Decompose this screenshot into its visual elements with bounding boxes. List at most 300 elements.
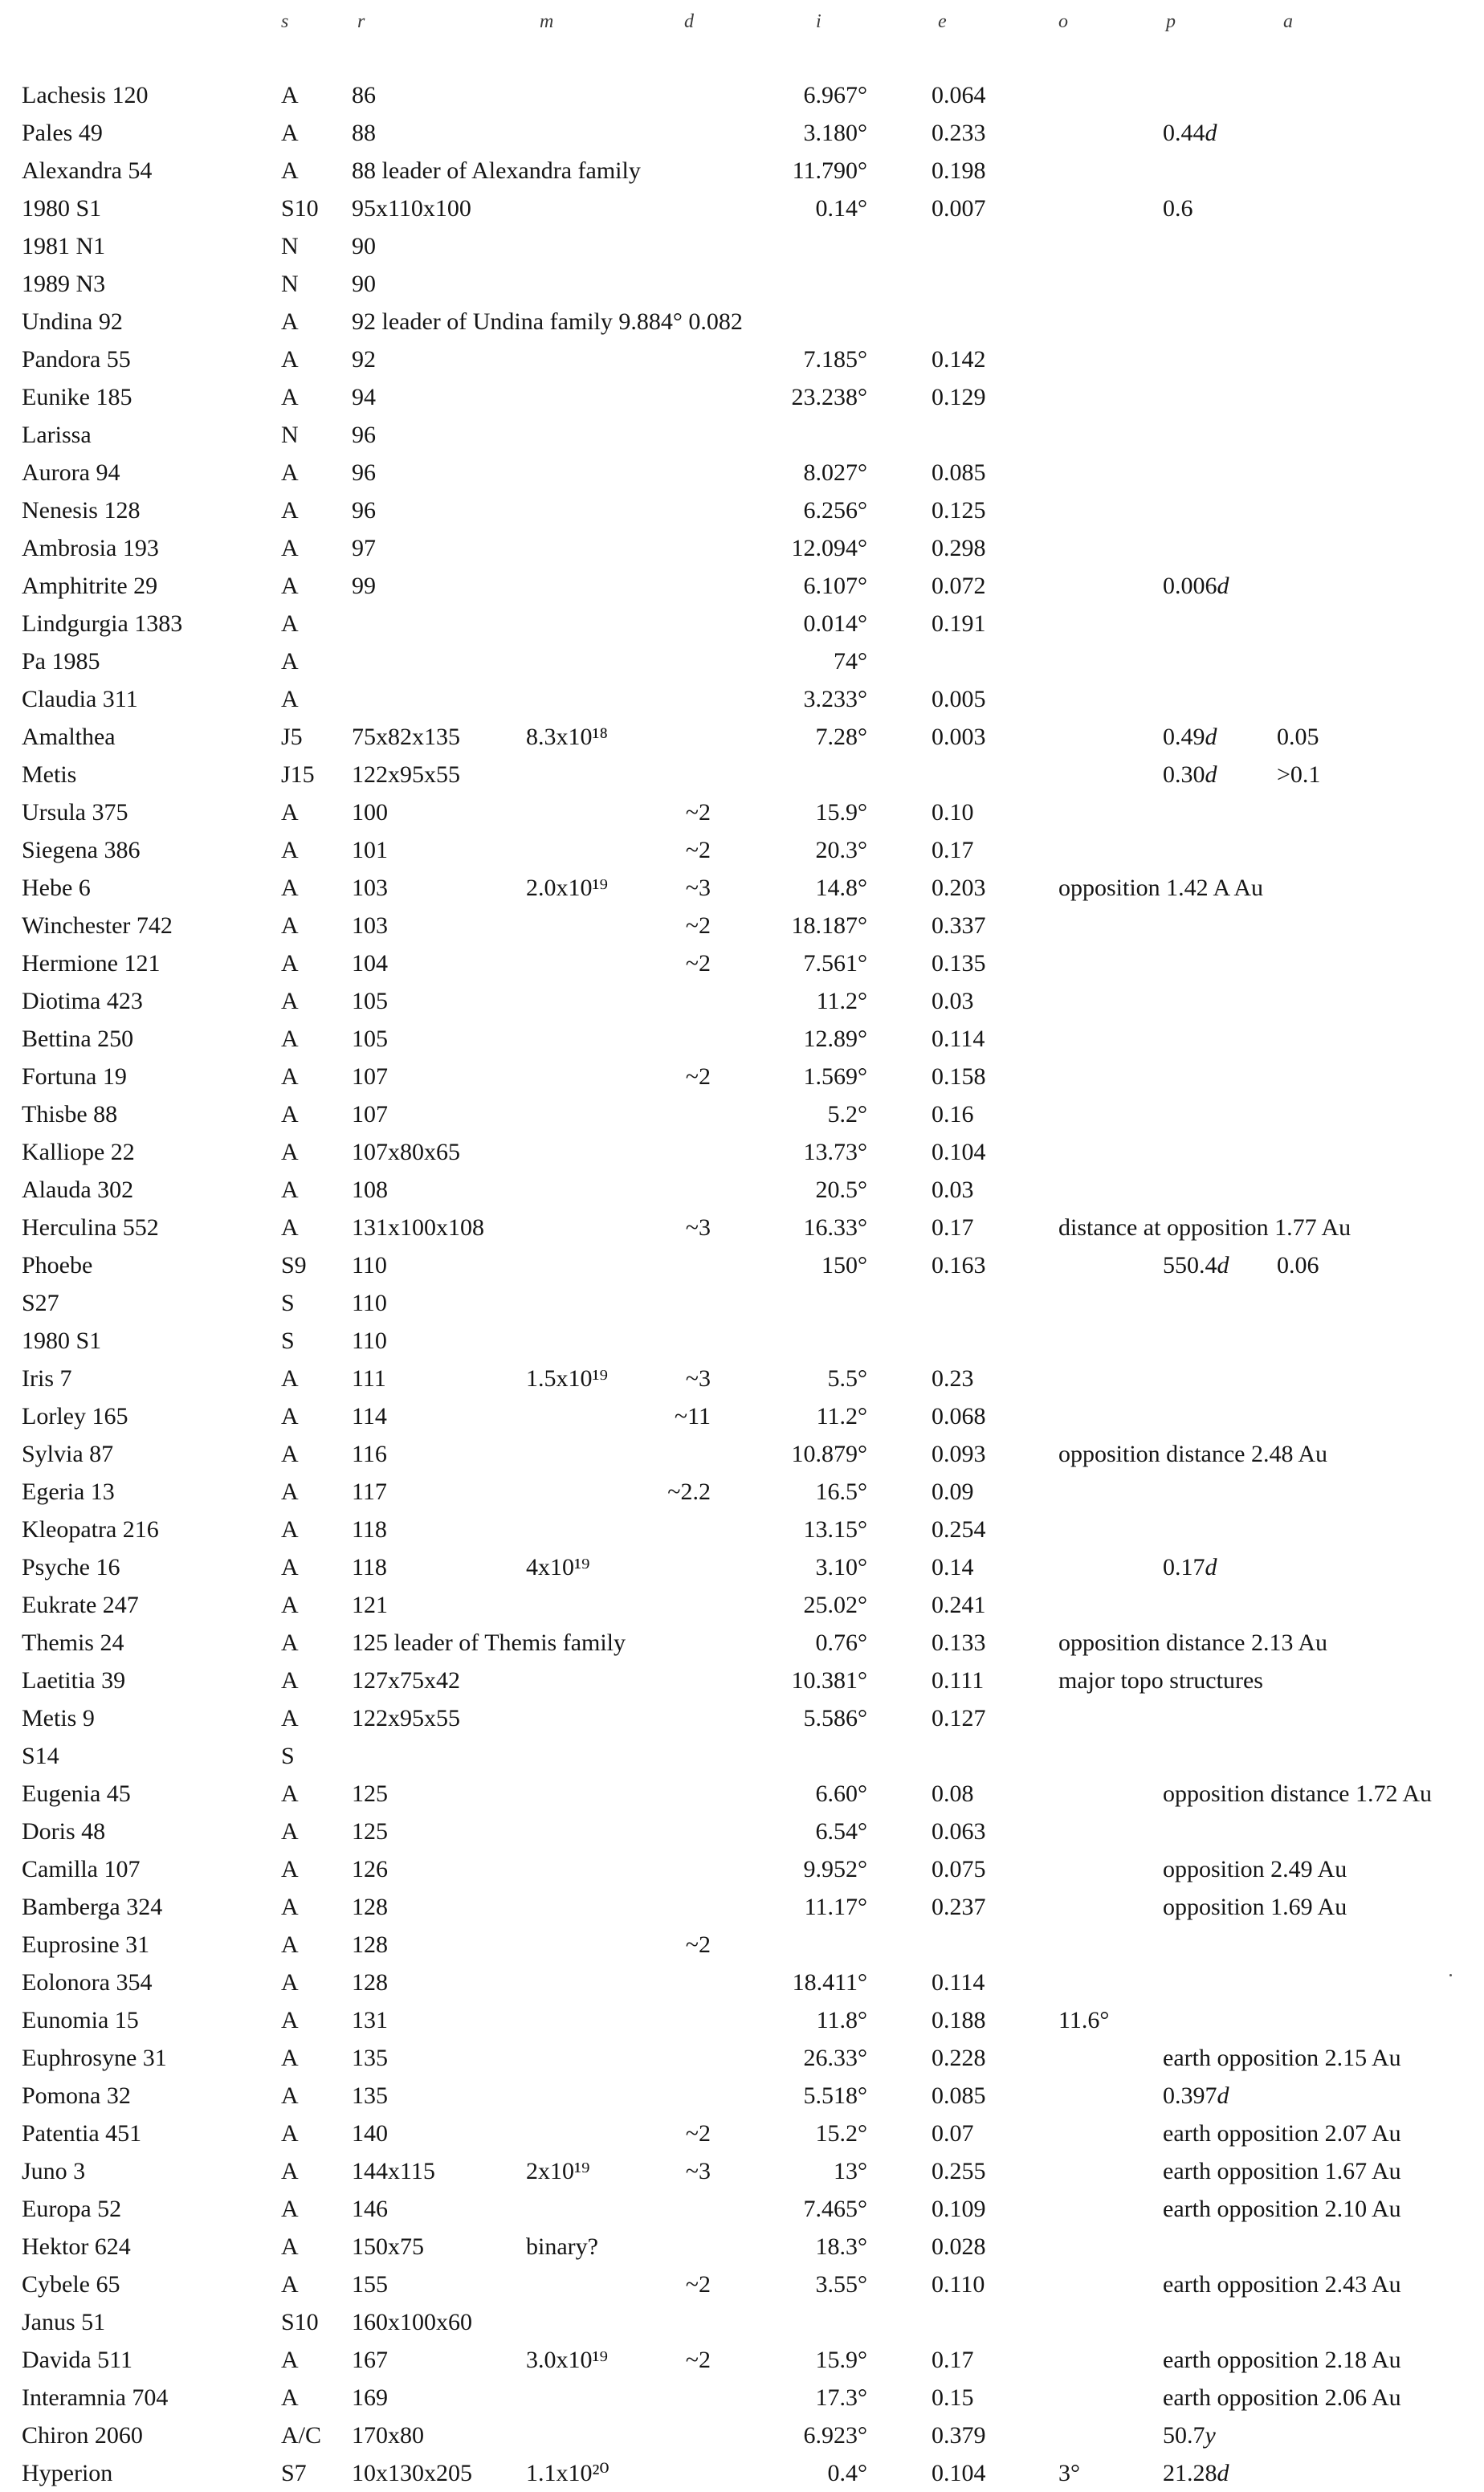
cell-d: ~11 xyxy=(674,1403,711,1430)
cell-name: Pandora 55 xyxy=(22,346,131,373)
cell-name: Winchester 742 xyxy=(22,912,173,939)
cell-r: 116 xyxy=(352,1441,387,1467)
cell-name: Hektor 624 xyxy=(22,2233,131,2260)
cell-i: 5.586° xyxy=(803,1705,867,1731)
cell-e: 0.104 xyxy=(932,1139,986,1165)
cell-e: 0.064 xyxy=(932,82,986,108)
table-row xyxy=(0,1058,1484,1095)
cell-s: A xyxy=(281,2233,299,2260)
cell-s: A xyxy=(281,1629,299,1656)
table-row xyxy=(0,2266,1484,2303)
cell-e: 0.188 xyxy=(932,2007,986,2033)
cell-r: 110 xyxy=(352,1252,387,1279)
cell-s: S7 xyxy=(281,2460,307,2486)
table-row xyxy=(0,303,1484,341)
table-row xyxy=(0,1397,1484,1435)
cell-p: 550.4d xyxy=(1163,1252,1229,1279)
cell-r: 128 xyxy=(352,1969,388,1996)
cell-name: Kleopatra 216 xyxy=(22,1516,159,1543)
cell-e: 0.03 xyxy=(932,988,974,1014)
cell-r: 150x75 xyxy=(352,2233,424,2260)
cell-i: 26.33° xyxy=(803,2045,867,2071)
cell-i: 5.2° xyxy=(827,1101,867,1128)
cell-r: 125 leader of Themis family xyxy=(352,1629,626,1656)
cell-note: opposition distance 2.48 Au xyxy=(1058,1441,1327,1467)
cell-name: Davida 511 xyxy=(22,2347,133,2373)
cell-s: A xyxy=(281,1063,299,1090)
cell-p: earth opposition 2.10 Au xyxy=(1163,2196,1401,2222)
table-row xyxy=(0,1511,1484,1548)
cell-name: Amphitrite 29 xyxy=(22,573,158,599)
cell-name: Patentia 451 xyxy=(22,2120,142,2147)
table-row xyxy=(0,1548,1484,1586)
table-row xyxy=(0,1171,1484,1209)
cell-name: Egeria 13 xyxy=(22,1478,115,1505)
cell-m: 8.3x10¹⁸ xyxy=(526,724,608,750)
cell-r: 10x130x205 xyxy=(352,2460,472,2486)
cell-s: S10 xyxy=(281,2309,319,2335)
cell-s: A xyxy=(281,535,299,561)
cell-r: 97 xyxy=(352,535,376,561)
cell-m: 4x10¹⁹ xyxy=(526,1554,590,1580)
cell-r: 95x110x100 xyxy=(352,195,471,222)
cell-r: 114 xyxy=(352,1403,387,1430)
table-row xyxy=(0,793,1484,831)
cell-d: ~2 xyxy=(685,1931,711,1958)
cell-s: A xyxy=(281,1101,299,1128)
cell-s: A xyxy=(281,1856,299,1882)
cell-name: Camilla 107 xyxy=(22,1856,141,1882)
header-p: p xyxy=(1166,11,1176,32)
cell-r: 140 xyxy=(352,2120,388,2147)
cell-name: Hyperion xyxy=(22,2460,113,2486)
cell-s: S xyxy=(281,1743,295,1769)
table-row xyxy=(0,756,1484,793)
table-row xyxy=(0,1095,1484,1133)
cell-s: A xyxy=(281,1931,299,1958)
cell-r: 88 leader of Alexandra family xyxy=(352,157,641,184)
cell-r: 110 xyxy=(352,1328,387,1354)
cell-note: opposition distance 2.13 Au xyxy=(1058,1629,1327,1656)
cell-s: A xyxy=(281,1592,299,1618)
cell-e: 0.109 xyxy=(932,2196,986,2222)
table-row xyxy=(0,1662,1484,1699)
cell-i: 18.3° xyxy=(815,2233,867,2260)
cell-d: ~3 xyxy=(685,1365,711,1392)
cell-name: Hebe 6 xyxy=(22,875,91,901)
cell-i: 7.28° xyxy=(815,724,867,750)
table-row xyxy=(0,2190,1484,2228)
cell-p: 0.006d xyxy=(1163,573,1229,599)
cell-name: 1980 S1 xyxy=(22,195,102,222)
cell-e: 0.111 xyxy=(932,1667,985,1694)
cell-e: 0.337 xyxy=(932,912,986,939)
cell-name: Metis 9 xyxy=(22,1705,95,1731)
cell-name: Interamnia 704 xyxy=(22,2384,169,2411)
header-s: s xyxy=(281,11,289,32)
cell-i: 13° xyxy=(834,2158,867,2184)
cell-r: 125 xyxy=(352,1818,388,1845)
cell-name: Chiron 2060 xyxy=(22,2422,143,2449)
cell-name: Hermione 121 xyxy=(22,950,161,977)
cell-i: 25.02° xyxy=(803,1592,867,1618)
cell-r: 94 xyxy=(352,384,376,410)
cell-i: 18.411° xyxy=(792,1969,867,1996)
cell-name: Eukrate 247 xyxy=(22,1592,139,1618)
cell-o: 3° xyxy=(1058,2460,1080,2486)
table-row xyxy=(0,605,1484,642)
cell-s: A xyxy=(281,2120,299,2147)
cell-r: 131x100x108 xyxy=(352,1214,484,1241)
cell-e: 0.104 xyxy=(932,2460,986,2486)
cell-d: ~2 xyxy=(685,2347,711,2373)
table-row xyxy=(0,1020,1484,1058)
table-row xyxy=(0,2039,1484,2077)
cell-s: A xyxy=(281,686,299,712)
table-row xyxy=(0,1133,1484,1171)
cell-r: 155 xyxy=(352,2271,388,2298)
cell-s: J5 xyxy=(281,724,303,750)
cell-s: A xyxy=(281,837,299,863)
cell-name: Juno 3 xyxy=(22,2158,86,2184)
cell-s: A xyxy=(281,82,299,108)
cell-r: 103 xyxy=(352,875,388,901)
table-row xyxy=(0,1813,1484,1850)
cell-r: 117 xyxy=(352,1478,387,1505)
table-row xyxy=(0,341,1484,378)
table-row xyxy=(0,152,1484,190)
cell-s: A xyxy=(281,1139,299,1165)
header-i: i xyxy=(816,11,822,32)
cell-i: 11.790° xyxy=(792,157,867,184)
cell-name: Aurora 94 xyxy=(22,459,120,486)
cell-name: Eunomia 15 xyxy=(22,2007,139,2033)
cell-r: 90 xyxy=(352,271,376,297)
cell-i: 18.187° xyxy=(791,912,867,939)
cell-s: A xyxy=(281,1365,299,1392)
cell-d: ~3 xyxy=(685,875,711,901)
table-row xyxy=(0,76,1484,114)
table-row xyxy=(0,2379,1484,2417)
cell-d: ~3 xyxy=(685,1214,711,1241)
cell-i: 9.952° xyxy=(803,1856,867,1882)
table-row xyxy=(0,1435,1484,1473)
cell-e: 0.17 xyxy=(932,1214,974,1241)
table-row xyxy=(0,1322,1484,1360)
cell-d: ~2 xyxy=(685,799,711,826)
cell-s: A xyxy=(281,346,299,373)
cell-e: 0.203 xyxy=(932,875,986,901)
cell-i: 15.9° xyxy=(815,2347,867,2373)
cell-e: 0.135 xyxy=(932,950,986,977)
cell-r: 104 xyxy=(352,950,388,977)
table-row xyxy=(0,2341,1484,2379)
cell-s: A xyxy=(281,1026,299,1052)
table-row xyxy=(0,491,1484,529)
cell-i: 150° xyxy=(822,1252,867,1279)
cell-e: 0.007 xyxy=(932,195,986,222)
cell-r: 118 xyxy=(352,1554,387,1580)
cell-r: 99 xyxy=(352,573,376,599)
cell-name: Sylvia 87 xyxy=(22,1441,114,1467)
cell-e: 0.16 xyxy=(932,1101,974,1128)
cell-p: opposition 1.69 Au xyxy=(1163,1894,1347,1920)
header-m: m xyxy=(540,11,554,32)
cell-s: A xyxy=(281,1969,299,1996)
cell-s: A xyxy=(281,1705,299,1731)
cell-s: S xyxy=(281,1290,295,1316)
cell-p: 0.6 xyxy=(1163,195,1193,222)
cell-p: earth opposition 2.07 Au xyxy=(1163,2120,1401,2147)
cell-s: S10 xyxy=(281,195,319,222)
cell-name: Amalthea xyxy=(22,724,116,750)
cell-e: 0.233 xyxy=(932,120,986,146)
table-row xyxy=(0,227,1484,265)
table-row xyxy=(0,529,1484,567)
cell-s: A xyxy=(281,2158,299,2184)
cell-name: Euprosine 31 xyxy=(22,1931,150,1958)
cell-r: 92 xyxy=(352,346,376,373)
cell-i: 3.55° xyxy=(815,2271,867,2298)
cell-a: 0.05 xyxy=(1277,724,1319,750)
speck xyxy=(1449,1974,1452,1976)
cell-e: 0.075 xyxy=(932,1856,986,1882)
cell-name: Metis xyxy=(22,761,77,788)
cell-name: Lindgurgia 1383 xyxy=(22,610,183,637)
cell-r: 96 xyxy=(352,497,376,524)
cell-s: A xyxy=(281,1214,299,1241)
cell-s: A xyxy=(281,2384,299,2411)
cell-s: N xyxy=(281,422,299,448)
cell-p: opposition distance 1.72 Au xyxy=(1163,1780,1432,1807)
table-row xyxy=(0,1246,1484,1284)
cell-p: earth opposition 1.67 Au xyxy=(1163,2158,1401,2184)
cell-e: 0.09 xyxy=(932,1478,974,1505)
cell-i: 15.9° xyxy=(815,799,867,826)
cell-name: Lorley 165 xyxy=(22,1403,128,1430)
cell-e: 0.072 xyxy=(932,573,986,599)
cell-r: 146 xyxy=(352,2196,388,2222)
cell-a: 0.06 xyxy=(1277,1252,1319,1279)
cell-name: Pa 1985 xyxy=(22,648,100,675)
table-row xyxy=(0,1737,1484,1775)
cell-name: Eunike 185 xyxy=(22,384,132,410)
cell-i: 6.923° xyxy=(803,2422,867,2449)
cell-r: 107x80x65 xyxy=(352,1139,460,1165)
header-d: d xyxy=(684,11,694,32)
cell-i: 11.8° xyxy=(816,2007,867,2033)
cell-e: 0.005 xyxy=(932,686,986,712)
cell-s: A xyxy=(281,308,299,335)
table-row xyxy=(0,944,1484,982)
cell-name: Ursula 375 xyxy=(22,799,128,826)
cell-r: 107 xyxy=(352,1063,388,1090)
cell-e: 0.129 xyxy=(932,384,986,410)
cell-i: 0.4° xyxy=(827,2460,867,2486)
cell-name: Undina 92 xyxy=(22,308,123,335)
cell-s: A xyxy=(281,950,299,977)
cell-name: S27 xyxy=(22,1290,59,1316)
cell-e: 0.228 xyxy=(932,2045,986,2071)
table-row xyxy=(0,1699,1484,1737)
cell-name: Thisbe 88 xyxy=(22,1101,118,1128)
cell-r: 127x75x42 xyxy=(352,1667,460,1694)
cell-s: A xyxy=(281,459,299,486)
cell-name: Bamberga 324 xyxy=(22,1894,163,1920)
cell-r: 128 xyxy=(352,1931,388,1958)
cell-i: 3.10° xyxy=(815,1554,867,1580)
cell-name: Laetitia 39 xyxy=(22,1667,126,1694)
cell-i: 6.54° xyxy=(815,1818,867,1845)
cell-e: 0.163 xyxy=(932,1252,986,1279)
cell-p: earth opposition 2.06 Au xyxy=(1163,2384,1401,2411)
cell-r: 103 xyxy=(352,912,388,939)
cell-s: N xyxy=(281,271,299,297)
table-row xyxy=(0,1926,1484,1964)
cell-i: 20.3° xyxy=(815,837,867,863)
cell-s: A/C xyxy=(281,2422,322,2449)
cell-s: A xyxy=(281,912,299,939)
cell-i: 8.027° xyxy=(803,459,867,486)
table-row xyxy=(0,1850,1484,1888)
table-row xyxy=(0,2152,1484,2190)
cell-i: 1.569° xyxy=(803,1063,867,1090)
cell-r: 101 xyxy=(352,837,388,863)
cell-p: opposition 2.49 Au xyxy=(1163,1856,1347,1882)
cell-i: 12.094° xyxy=(791,535,867,561)
cell-s: A xyxy=(281,384,299,410)
cell-s: A xyxy=(281,799,299,826)
cell-e: 0.198 xyxy=(932,157,986,184)
cell-e: 0.15 xyxy=(932,2384,974,2411)
cell-e: 0.085 xyxy=(932,2082,986,2109)
table-row xyxy=(0,2303,1484,2341)
table-row xyxy=(0,2077,1484,2115)
cell-name: S14 xyxy=(22,1743,59,1769)
cell-s: S xyxy=(281,1328,295,1354)
cell-e: 0.068 xyxy=(932,1403,986,1430)
cell-name: Claudia 311 xyxy=(22,686,138,712)
cell-r: 170x80 xyxy=(352,2422,424,2449)
cell-r: 88 xyxy=(352,120,376,146)
cell-p: 50.7y xyxy=(1163,2422,1216,2449)
cell-s: A xyxy=(281,2196,299,2222)
cell-s: J15 xyxy=(281,761,315,788)
cell-name: Diotima 423 xyxy=(22,988,143,1014)
cell-s: S9 xyxy=(281,1252,307,1279)
cell-s: A xyxy=(281,1516,299,1543)
cell-name: Europa 52 xyxy=(22,2196,122,2222)
table-row xyxy=(0,1209,1484,1246)
cell-d: ~2.2 xyxy=(667,1478,711,1505)
cell-name: Janus 51 xyxy=(22,2309,106,2335)
cell-r: 75x82x135 xyxy=(352,724,460,750)
cell-e: 0.114 xyxy=(932,1026,985,1052)
cell-name: Alexandra 54 xyxy=(22,157,153,184)
table-row xyxy=(0,982,1484,1020)
table-row xyxy=(0,114,1484,152)
cell-name: Iris 7 xyxy=(22,1365,72,1392)
cell-r: 108 xyxy=(352,1177,388,1203)
table-row xyxy=(0,1964,1484,2001)
cell-s: A xyxy=(281,573,299,599)
cell-i: 17.3° xyxy=(815,2384,867,2411)
cell-i: 6.256° xyxy=(803,497,867,524)
cell-e: 0.23 xyxy=(932,1365,974,1392)
cell-m: 1.1x10²⁰ xyxy=(526,2460,610,2486)
cell-s: A xyxy=(281,1441,299,1467)
header-r: r xyxy=(357,11,365,32)
cell-i: 16.33° xyxy=(803,1214,867,1241)
cell-i: 11.2° xyxy=(816,988,867,1014)
cell-s: A xyxy=(281,875,299,901)
cell-name: Cybele 65 xyxy=(22,2271,120,2298)
cell-i: 14.8° xyxy=(815,875,867,901)
cell-r: 100 xyxy=(352,799,388,826)
cell-i: 0.014° xyxy=(803,610,867,637)
cell-r: 160x100x60 xyxy=(352,2309,472,2335)
cell-name: Lachesis 120 xyxy=(22,82,149,108)
cell-e: 0.127 xyxy=(932,1705,986,1731)
cell-name: Psyche 16 xyxy=(22,1554,120,1580)
cell-note: distance at opposition 1.77 Au xyxy=(1058,1214,1352,1241)
cell-name: Doris 48 xyxy=(22,1818,106,1845)
table-row xyxy=(0,1473,1484,1511)
cell-name: Phoebe xyxy=(22,1252,93,1279)
cell-i: 10.879° xyxy=(791,1441,867,1467)
header-o: o xyxy=(1058,11,1068,32)
cell-i: 7.465° xyxy=(803,2196,867,2222)
cell-p: 0.44d xyxy=(1163,120,1217,146)
table-row xyxy=(0,869,1484,907)
cell-p: earth opposition 2.43 Au xyxy=(1163,2271,1401,2298)
cell-name: Eugenia 45 xyxy=(22,1780,131,1807)
cell-name: Herculina 552 xyxy=(22,1214,159,1241)
cell-name: Kalliope 22 xyxy=(22,1139,135,1165)
table-row xyxy=(0,2454,1484,2492)
cell-e: 0.158 xyxy=(932,1063,986,1090)
cell-i: 11.2° xyxy=(816,1403,867,1430)
table-row xyxy=(0,416,1484,454)
cell-r: 131 xyxy=(352,2007,388,2033)
cell-s: A xyxy=(281,1818,299,1845)
cell-o: 11.6° xyxy=(1058,2007,1110,2033)
cell-name: Themis 24 xyxy=(22,1629,124,1656)
cell-i: 0.76° xyxy=(815,1629,867,1656)
cell-s: A xyxy=(281,1894,299,1920)
cell-name: Euphrosyne 31 xyxy=(22,2045,167,2071)
cell-note: opposition 1.42 A Au xyxy=(1058,875,1264,901)
cell-e: 0.17 xyxy=(932,837,974,863)
cell-m: 1.5x10¹⁹ xyxy=(526,1365,608,1392)
cell-i: 3.180° xyxy=(803,120,867,146)
cell-e: 0.08 xyxy=(932,1780,974,1807)
cell-s: A xyxy=(281,1667,299,1694)
cell-i: 5.5° xyxy=(827,1365,867,1392)
cell-i: 7.185° xyxy=(803,346,867,373)
cell-s: A xyxy=(281,988,299,1014)
cell-i: 6.60° xyxy=(815,1780,867,1807)
cell-r: 105 xyxy=(352,988,388,1014)
cell-r: 122x95x55 xyxy=(352,761,460,788)
cell-s: A xyxy=(281,1478,299,1505)
cell-i: 20.5° xyxy=(815,1177,867,1203)
table-row xyxy=(0,2001,1484,2039)
cell-s: A xyxy=(281,648,299,675)
cell-name: Fortuna 19 xyxy=(22,1063,127,1090)
cell-i: 6.107° xyxy=(803,573,867,599)
table-row xyxy=(0,378,1484,416)
